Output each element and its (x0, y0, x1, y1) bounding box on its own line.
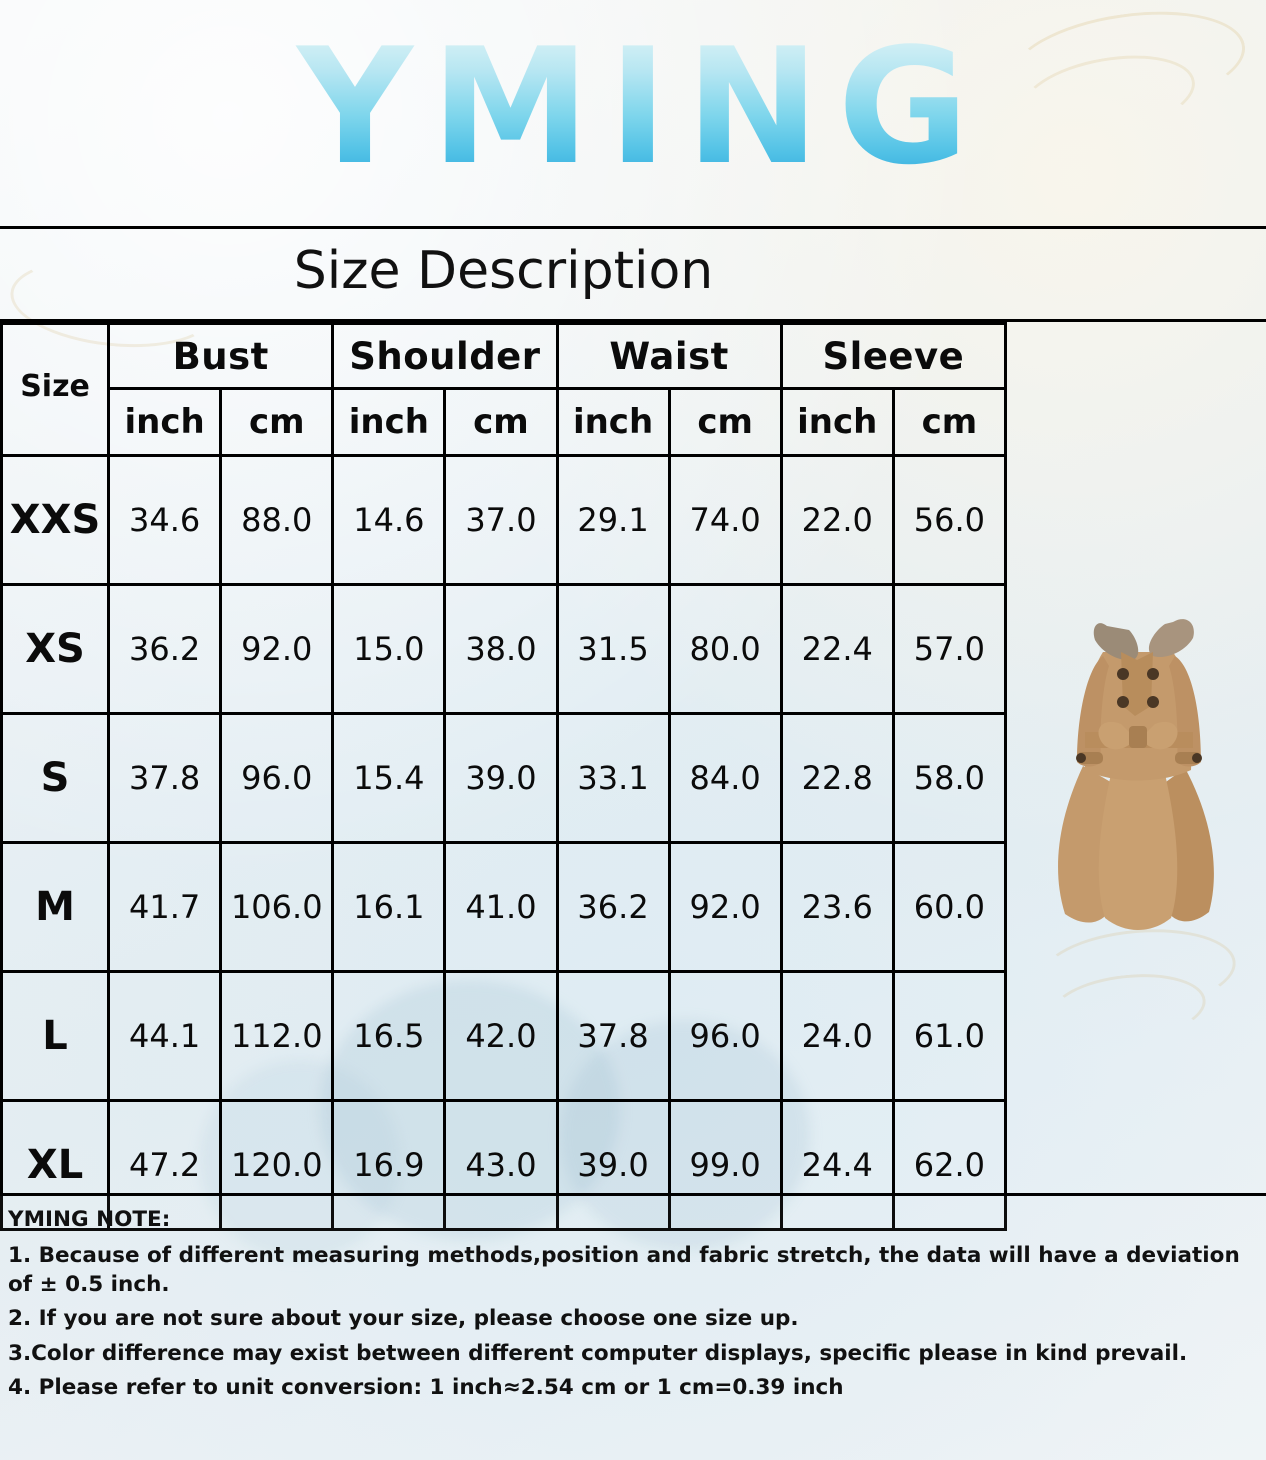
cell-bust-inch: 41.7 (109, 843, 221, 972)
header-unit-bust-cm: cm (221, 389, 333, 456)
cell-bust-cm: 88.0 (221, 456, 333, 585)
row-size-label: M (2, 843, 109, 972)
header-group-bust: Bust (109, 324, 333, 389)
header-group-waist: Waist (557, 324, 781, 389)
cell-waist-cm: 80.0 (669, 585, 781, 714)
cell-waist-inch: 29.1 (557, 456, 669, 585)
cell-bust-cm: 106.0 (221, 843, 333, 972)
row-size-label: S (2, 714, 109, 843)
cell-bust-cm: 96.0 (221, 714, 333, 843)
cell-shoulder-inch: 15.0 (333, 585, 445, 714)
cell-shoulder-inch: 16.5 (333, 972, 445, 1101)
cell-sleeve-cm: 60.0 (893, 843, 1005, 972)
header-unit-bust-inch: inch (109, 389, 221, 456)
cell-shoulder-inch: 15.4 (333, 714, 445, 843)
decorative-swirl (1004, 0, 1251, 126)
cell-waist-inch: 31.5 (557, 585, 669, 714)
header-unit-shoulder-inch: inch (333, 389, 445, 456)
table-row (2, 714, 1006, 843)
table-row (2, 843, 1006, 972)
row-size-label: XL (2, 1101, 109, 1230)
cell-sleeve-inch: 24.4 (781, 1101, 893, 1230)
row-size-label: XS (2, 585, 109, 714)
header-group-shoulder: Shoulder (333, 324, 557, 389)
cell-bust-inch: 36.2 (109, 585, 221, 714)
cell-waist-inch: 39.0 (557, 1101, 669, 1230)
cell-sleeve-cm: 62.0 (893, 1101, 1005, 1230)
cell-sleeve-cm: 56.0 (893, 456, 1005, 585)
cell-sleeve-inch: 24.0 (781, 972, 893, 1101)
cell-bust-inch: 47.2 (109, 1101, 221, 1230)
cell-bust-cm: 120.0 (221, 1101, 333, 1230)
cell-waist-inch: 33.1 (557, 714, 669, 843)
header-unit-waist-inch: inch (557, 389, 669, 456)
table-header-groups (2, 324, 1006, 389)
cell-shoulder-inch: 16.1 (333, 843, 445, 972)
title-row (0, 229, 1266, 322)
cell-bust-inch: 34.6 (109, 456, 221, 585)
cell-sleeve-cm: 57.0 (893, 585, 1005, 714)
cell-sleeve-inch: 23.6 (781, 843, 893, 972)
note-line-2: 2. If you are not sure about your size, please choose one size up. (8, 1306, 799, 1332)
cell-waist-cm: 84.0 (669, 714, 781, 843)
size-chart-sheet (0, 226, 1266, 1231)
header-unit-sleeve-cm: cm (893, 389, 1005, 456)
cell-sleeve-inch: 22.8 (781, 714, 893, 843)
header-unit-shoulder-cm: cm (445, 389, 557, 456)
size-table (0, 322, 1007, 1231)
cell-shoulder-inch: 14.6 (333, 456, 445, 585)
cell-waist-cm: 96.0 (669, 972, 781, 1101)
cell-sleeve-inch: 22.0 (781, 456, 893, 585)
cell-waist-cm: 74.0 (669, 456, 781, 585)
cell-shoulder-cm: 41.0 (445, 843, 557, 972)
cell-waist-cm: 92.0 (669, 843, 781, 972)
cell-shoulder-cm: 42.0 (445, 972, 557, 1101)
notes-section (0, 1193, 1266, 1460)
cell-shoulder-cm: 43.0 (445, 1101, 557, 1230)
note-line-4: 4. Please refer to unit conversion: 1 inch≈2.54 cm or 1 cm=0.39 inch (8, 1374, 844, 1400)
table-row (2, 456, 1006, 585)
cell-shoulder-cm: 39.0 (445, 714, 557, 843)
brand-logo-text: YMING (279, 27, 987, 187)
cell-waist-inch: 37.8 (557, 972, 669, 1101)
cell-waist-inch: 36.2 (557, 843, 669, 972)
note-line-3: 3.Color difference may exist between different computer displays, specific please in kind prevail. (8, 1340, 1188, 1366)
table-row (2, 585, 1006, 714)
note-line-1: 1. Because of different measuring methods,position and fabric stretch, the data will have a deviation of ± 0.5 inch. (8, 1243, 1240, 1297)
cell-waist-cm: 99.0 (669, 1101, 781, 1230)
brand-header (0, 0, 1266, 226)
notes-heading: YMING NOTE: (8, 1207, 171, 1232)
cell-sleeve-inch: 22.4 (781, 585, 893, 714)
header-group-sleeve: Sleeve (781, 324, 1005, 389)
cell-bust-cm: 112.0 (221, 972, 333, 1101)
cell-bust-inch: 44.1 (109, 972, 221, 1101)
cell-sleeve-cm: 61.0 (893, 972, 1005, 1101)
table-row (2, 972, 1006, 1101)
cell-sleeve-cm: 58.0 (893, 714, 1005, 843)
header-size: Size (2, 324, 109, 456)
cell-bust-cm: 92.0 (221, 585, 333, 714)
cell-shoulder-inch: 16.9 (333, 1101, 445, 1230)
cell-shoulder-cm: 37.0 (445, 456, 557, 585)
table-header-units (2, 389, 1006, 456)
header-unit-waist-cm: cm (669, 389, 781, 456)
row-size-label: XXS (2, 456, 109, 585)
decorative-swirl (1015, 43, 1202, 148)
row-size-label: L (2, 972, 109, 1101)
cell-shoulder-cm: 38.0 (445, 585, 557, 714)
cell-bust-inch: 37.8 (109, 714, 221, 843)
page-title: Size Description (293, 241, 714, 301)
header-unit-sleeve-inch: inch (781, 389, 893, 456)
